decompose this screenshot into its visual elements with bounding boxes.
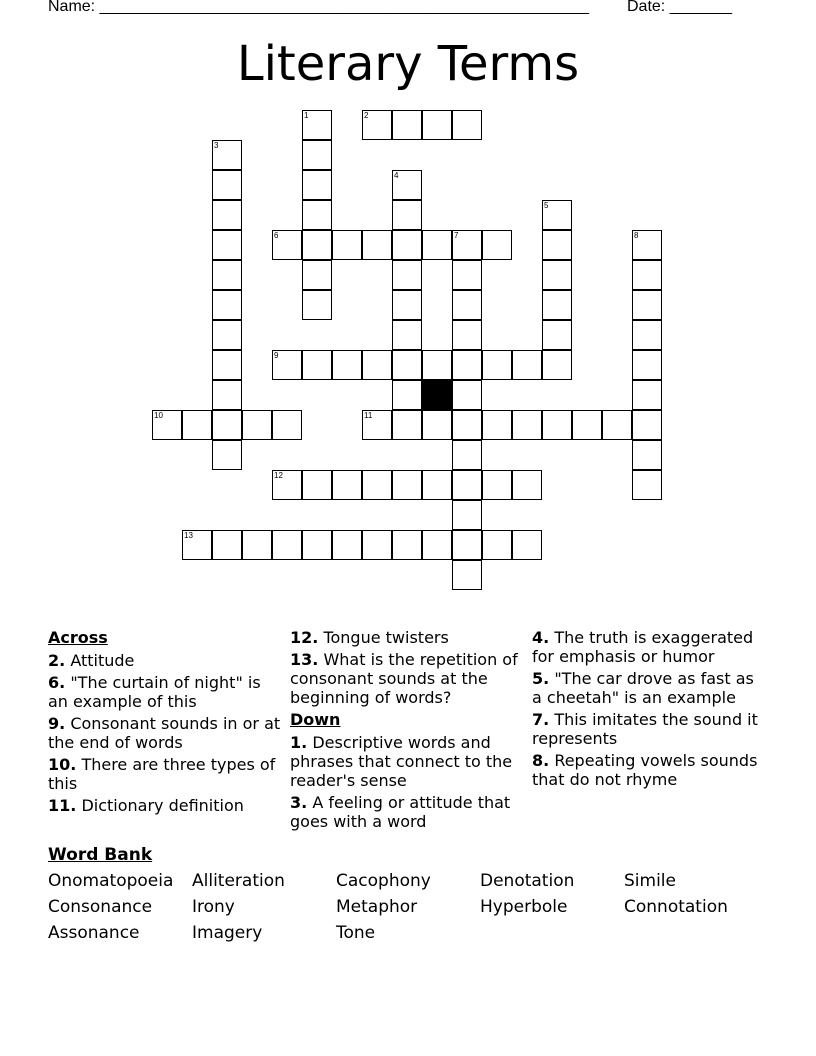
grid-cell[interactable] — [302, 260, 332, 290]
across-heading: Across — [48, 628, 108, 647]
grid-cell[interactable] — [632, 260, 662, 290]
grid-cell[interactable] — [482, 230, 512, 260]
grid-cell[interactable] — [632, 410, 662, 440]
word-bank-item: Tone — [336, 923, 376, 943]
clue-number: 6 — [274, 231, 279, 240]
grid-cell[interactable] — [392, 170, 422, 200]
grid-cell[interactable] — [182, 410, 212, 440]
grid-cell[interactable] — [242, 410, 272, 440]
page-title: Literary Terms — [236, 36, 580, 92]
grid-cell[interactable] — [392, 230, 422, 260]
grid-cell[interactable] — [482, 470, 512, 500]
grid-cell[interactable] — [212, 350, 242, 380]
grid-cell[interactable] — [212, 200, 242, 230]
clue-number: 13 — [184, 531, 193, 540]
grid-cell[interactable] — [212, 140, 242, 170]
grid-cell[interactable] — [542, 410, 572, 440]
word-bank-item: Assonance — [48, 923, 140, 943]
grid-cell[interactable] — [452, 560, 482, 590]
grid-cell[interactable] — [332, 470, 362, 500]
grid-cell[interactable] — [272, 410, 302, 440]
grid-cell[interactable] — [542, 290, 572, 320]
grid-cell[interactable] — [212, 410, 242, 440]
grid-cell[interactable] — [272, 230, 302, 260]
grid-cell[interactable] — [632, 380, 662, 410]
grid-cell[interactable] — [632, 230, 662, 260]
grid-cell[interactable] — [542, 320, 572, 350]
clue-across-11: 11. Dictionary definition — [48, 796, 244, 815]
grid-cell[interactable] — [332, 530, 362, 560]
grid-cell[interactable] — [392, 470, 422, 500]
clue-across-13: 13. What is the repetition of consonant sounds at the beginning of words? — [290, 650, 518, 707]
grid-cell[interactable] — [242, 530, 272, 560]
grid-cell[interactable] — [362, 530, 392, 560]
word-bank-item: Hyperbole — [480, 897, 568, 917]
grid-cell[interactable] — [452, 260, 482, 290]
clue-down-5: 5. "The car drove as fast as a cheetah" is an example — [532, 669, 754, 707]
word-bank — [48, 845, 768, 943]
clue-across-2: 2. Attitude — [48, 651, 135, 670]
clue-number: 3 — [214, 141, 219, 150]
clue-across-6: 6. "The curtain of night" is an example of this — [48, 673, 261, 711]
grid-cell[interactable] — [452, 530, 482, 560]
grid-cell[interactable] — [302, 530, 332, 560]
grid-cell[interactable] — [542, 350, 572, 380]
clue-across-9: 9. Consonant sounds in or at the end of words — [48, 714, 281, 752]
grid-cell[interactable] — [392, 530, 422, 560]
grid-cell[interactable] — [212, 380, 242, 410]
grid-cell[interactable] — [212, 440, 242, 470]
grid-cell[interactable] — [182, 530, 212, 560]
grid-cell[interactable] — [632, 320, 662, 350]
grid-cell[interactable] — [452, 230, 482, 260]
grid-cell[interactable] — [452, 410, 482, 440]
clue-down-8: 8. Repeating vowels sounds that do not rhyme — [532, 751, 758, 789]
grid-cell[interactable] — [302, 140, 332, 170]
grid-cell[interactable] — [632, 290, 662, 320]
grid-cell[interactable] — [272, 350, 302, 380]
clue-across-10: 10. There are three types of this — [48, 755, 276, 793]
grid-cell[interactable] — [512, 350, 542, 380]
grid-cell[interactable] — [422, 410, 452, 440]
word-bank-item: Simile — [624, 871, 676, 891]
clue-number: 2 — [364, 111, 369, 120]
grid-cell[interactable] — [452, 470, 482, 500]
grid-cell[interactable] — [332, 350, 362, 380]
clue-number: 12 — [274, 471, 283, 480]
grid-cell[interactable] — [392, 410, 422, 440]
grid-cell[interactable] — [632, 440, 662, 470]
grid-cell[interactable] — [362, 350, 392, 380]
word-bank-item: Connotation — [624, 897, 728, 917]
word-bank-title: Word Bank — [48, 845, 153, 865]
date-field[interactable]: Date: _______ — [627, 0, 732, 15]
word-bank-item: Imagery — [192, 923, 263, 943]
grid-cell[interactable] — [482, 350, 512, 380]
word-bank-item: Onomatopoeia — [48, 871, 174, 891]
black-cell — [422, 380, 452, 410]
grid-cell[interactable] — [452, 110, 482, 140]
clues-column-3 — [532, 628, 768, 792]
grid-cell[interactable] — [512, 410, 542, 440]
grid-cell[interactable] — [482, 410, 512, 440]
clue-number: 10 — [154, 411, 163, 420]
clues-column-1 — [48, 628, 284, 818]
grid-cell[interactable] — [302, 470, 332, 500]
grid-cell[interactable] — [302, 230, 332, 260]
grid-cell[interactable] — [392, 290, 422, 320]
down-heading: Down — [290, 710, 341, 729]
grid-cell[interactable] — [272, 470, 302, 500]
grid-cell[interactable] — [422, 110, 452, 140]
grid-cell[interactable] — [542, 260, 572, 290]
grid-cell[interactable] — [392, 320, 422, 350]
grid-cell[interactable] — [302, 200, 332, 230]
grid-cell[interactable] — [212, 170, 242, 200]
word-bank-item: Irony — [192, 897, 235, 917]
word-bank-item: Consonance — [48, 897, 153, 917]
grid-cell[interactable] — [602, 410, 632, 440]
grid-cell[interactable] — [572, 410, 602, 440]
grid-cell[interactable] — [512, 530, 542, 560]
grid-cell[interactable] — [302, 290, 332, 320]
clue-number: 8 — [634, 231, 639, 240]
word-bank-item: Metaphor — [336, 897, 418, 917]
grid-cell[interactable] — [542, 200, 572, 230]
grid-cell[interactable] — [632, 350, 662, 380]
grid-cell[interactable] — [212, 290, 242, 320]
grid-cell[interactable] — [392, 110, 422, 140]
grid-cell[interactable] — [302, 170, 332, 200]
grid-cell[interactable] — [452, 440, 482, 470]
grid-cell[interactable] — [392, 200, 422, 230]
clue-down-1: 1. Descriptive words and phrases that connect to the reader's sense — [290, 733, 513, 790]
grid-cell[interactable] — [302, 110, 332, 140]
word-bank-item: Alliteration — [192, 871, 285, 891]
word-bank-item: Cacophony — [336, 871, 431, 891]
grid-cell[interactable] — [212, 230, 242, 260]
grid-cell[interactable] — [362, 410, 392, 440]
grid-cell[interactable] — [512, 470, 542, 500]
clue-number: 9 — [274, 351, 279, 360]
grid-cell[interactable] — [272, 530, 302, 560]
grid-cell[interactable] — [152, 410, 182, 440]
grid-cell[interactable] — [452, 290, 482, 320]
clue-number: 1 — [304, 111, 309, 120]
grid-cell[interactable] — [302, 350, 332, 380]
grid-cell[interactable] — [422, 470, 452, 500]
word-bank-list — [48, 871, 768, 943]
clues-column-2 — [290, 628, 526, 834]
clue-number: 7 — [454, 231, 459, 240]
clue-number: 5 — [544, 201, 549, 210]
grid-cell[interactable] — [482, 530, 512, 560]
clue-down-4: 4. The truth is exaggerated for emphasis or humor — [532, 628, 754, 666]
grid-cell[interactable] — [452, 350, 482, 380]
clue-number: 4 — [394, 171, 399, 180]
grid-cell[interactable] — [452, 500, 482, 530]
grid-cell[interactable] — [362, 230, 392, 260]
grid-cell[interactable] — [392, 260, 422, 290]
grid-cell[interactable] — [212, 320, 242, 350]
grid-cell[interactable] — [362, 110, 392, 140]
clue-down-3: 3. A feeling or attitude that goes with a word — [290, 793, 511, 831]
grid-cell[interactable] — [542, 230, 572, 260]
grid-cell[interactable] — [212, 260, 242, 290]
grid-cell[interactable] — [332, 230, 362, 260]
grid-cell[interactable] — [632, 470, 662, 500]
grid-cell[interactable] — [212, 530, 242, 560]
grid-cell[interactable] — [392, 380, 422, 410]
clue-number: 11 — [364, 411, 373, 420]
grid-cell[interactable] — [422, 350, 452, 380]
name-field[interactable]: Name: _______________________________________________________ — [48, 0, 589, 15]
word-bank-item: Denotation — [480, 871, 575, 891]
clue-down-7: 7. This imitates the sound it represents — [532, 710, 758, 748]
grid-cell[interactable] — [422, 530, 452, 560]
grid-cell[interactable] — [392, 350, 422, 380]
grid-cell[interactable] — [452, 380, 482, 410]
grid-cell[interactable] — [422, 230, 452, 260]
grid-cell[interactable] — [362, 470, 392, 500]
clue-across-12: 12. Tongue twisters — [290, 628, 449, 647]
grid-cell[interactable] — [452, 320, 482, 350]
